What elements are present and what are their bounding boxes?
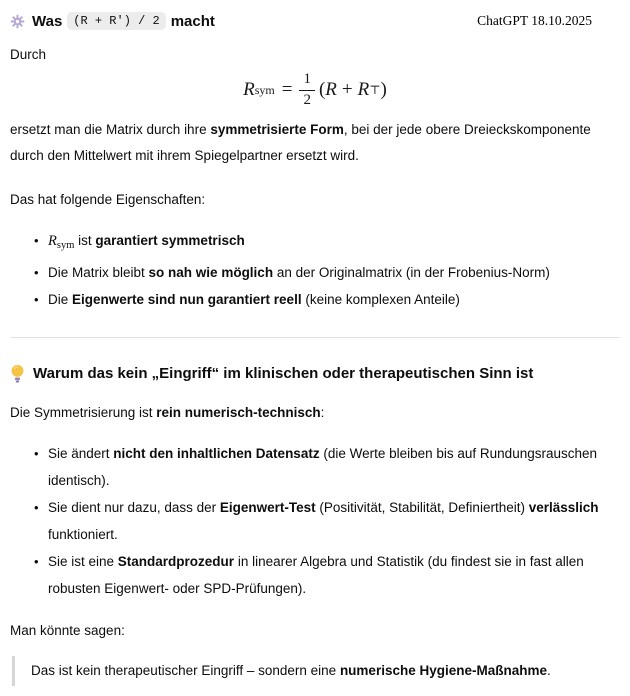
text-segment: sym (56, 239, 75, 251)
text-segment: Was (32, 12, 63, 30)
paragraph-symmetrized-form (10, 117, 620, 169)
list-item (34, 259, 620, 286)
text-segment: Die Matrix bleibt (48, 264, 149, 280)
intro-text: Durch (10, 47, 47, 62)
formula-numerator: 1 (299, 72, 315, 91)
quote-block (12, 656, 620, 686)
text-segment: ist (74, 232, 96, 248)
formula-equals: = (281, 79, 293, 101)
question-title-text (32, 12, 215, 30)
text-segment: funktioniert. (48, 526, 118, 542)
paragraph-properties-intro: Das hat folgende Eigenschaften: (10, 191, 206, 207)
text-segment: R (48, 232, 57, 249)
formula-lhs: R (243, 79, 255, 101)
text-segment: . (547, 662, 551, 678)
formula-paren-close: ) (380, 79, 387, 101)
text-segment: Die Symmetrisierung ist (10, 404, 157, 420)
text-segment: macht (170, 12, 215, 30)
text-segment: symmetrisierte Form (210, 121, 344, 137)
paragraph-outro: Man könnte sagen: (10, 622, 125, 638)
text-segment: Das ist kein therapeutischer Eingriff – sondern eine (31, 662, 340, 678)
formula-transpose: ⊤ (369, 82, 381, 97)
math-formula (10, 72, 620, 109)
section-divider (10, 337, 620, 338)
formula-fraction (299, 72, 315, 109)
text-segment: an der Originalmatrix (in der Frobenius-Norm) (273, 264, 550, 280)
formula-r1: R (325, 79, 337, 101)
section-heading-text: Warum das kein „Eingriff“ im klinischen oder therapeutischen Sinn ist (33, 365, 534, 382)
list-item (34, 227, 620, 259)
list-item (34, 548, 620, 602)
list-item (34, 494, 620, 548)
chat-meta: ChatGPT 18.10.2025 (477, 13, 592, 28)
text-segment: rein numerisch-technisch (156, 404, 321, 420)
formula-r2: R (357, 79, 370, 101)
formula-lhs-subscript: sym (254, 82, 275, 97)
paragraph-lead (10, 400, 620, 426)
text-segment: Die (48, 291, 73, 307)
text-segment: garantiert symmetrisch (95, 232, 245, 248)
text-segment: Eigenwerte sind nun garantiert reell (72, 291, 302, 307)
list-item (34, 286, 620, 313)
message-header (10, 12, 620, 30)
text-segment: in linearer Algebra und Statistik (du findest sie in fast allen robusten Eigenwert- oder SPD-Prüfungen). (48, 553, 584, 596)
formula-paren-open: ( (318, 79, 326, 101)
text-segment: ersetzt man die Matrix durch ihre (10, 121, 211, 137)
formula-denominator: 2 (303, 91, 311, 108)
text-segment: numerische Hygiene-Maßnahme (339, 662, 547, 678)
text-segment: (Positivität, Stabilität, Definiertheit) (315, 499, 529, 515)
text-segment: Eigenwert-Test (219, 499, 316, 515)
text-segment: (keine komplexen Anteile) (301, 291, 460, 307)
text-segment: nicht den inhaltlichen Datensatz (113, 445, 320, 461)
text-segment: Sie ändert (48, 445, 114, 461)
formula-plus: + (341, 79, 353, 101)
text-segment: verlässlich (528, 499, 599, 515)
text-segment: : (320, 404, 325, 420)
text-segment: , bei der jede obere Dreieckskomponente durch den Mittelwert mit ihrem Spiegelpartner ersetzt wird. (10, 121, 591, 163)
question-title (10, 12, 215, 30)
inline-code: (R + R') / 2 (67, 12, 165, 30)
reasons-list (10, 440, 620, 602)
text-segment: Standardprozedur (117, 553, 235, 569)
text-segment: so nah wie möglich (148, 264, 274, 280)
list-item (34, 440, 620, 494)
properties-list (10, 227, 620, 313)
text-segment: Sie ist eine (48, 553, 118, 569)
lightbulb-icon (10, 364, 25, 384)
gear-icon (10, 14, 25, 29)
text-segment: (die Werte bleiben bis auf Rundungsrauschen identisch). (48, 445, 598, 488)
text-segment: Sie dient nur dazu, dass der (48, 499, 220, 515)
section-heading (10, 364, 620, 384)
